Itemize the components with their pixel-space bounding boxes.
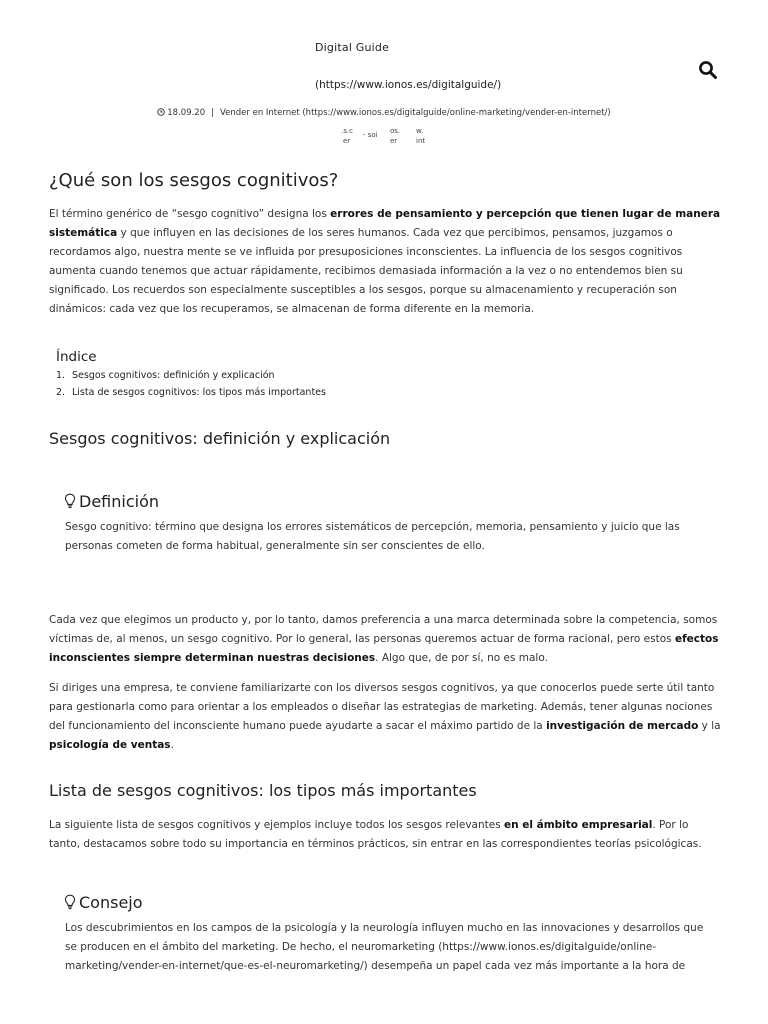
table-of-contents xyxy=(56,367,326,401)
cropped-fragment: w. int xyxy=(416,127,426,145)
page-title: ¿Qué son los sesgos cognitivos? xyxy=(49,170,339,191)
definition-text: Sesgo cognitivo: término que designa los errores sistemáticos de percepción, memoria, pensamiento y juicio que las personas cometen de forma habitual, generalmente sin ser conscientes de ello. xyxy=(65,521,680,552)
cropped-fragment: .s.c er xyxy=(341,127,353,145)
lightbulb-icon xyxy=(64,493,76,509)
toc-title: Índice xyxy=(56,349,97,365)
category-link[interactable]: Vender en Internet (https://www.ionos.es/digitalguide/online-marketing/vender-en-internet/) xyxy=(220,108,611,118)
intro-paragraph: El término genérico de “sesgo cognitivo” designa los errores de pensamiento y percepción que tienen lugar de manera sistemática y que influyen en las decisiones de los seres humanos. Cada vez que percibimos, pensamos, juzgamos o recordamos algo, nuestra mente se ve influida por presuposiciones inconscientes. La influencia de los sesgos cognitivos aumenta cuando tenemos que actuar rápidamente, recibimos demasiada información a la vez o no entendemos bien su significado. Los recuerdos son especialmente susceptibles a los sesgos, porque su almacenamiento y recuperación son dinámicos: cada vez que los recuperamos, se almacenan de forma diferente en la memoria. xyxy=(49,208,721,315)
tip-box-title: Consejo xyxy=(64,893,143,912)
definition-box-title: Definición xyxy=(64,492,159,511)
sales-psychology-link[interactable]: psicología de ventas xyxy=(49,739,171,751)
clock-icon xyxy=(157,108,165,116)
section-heading-definition: Sesgos cognitivos: definición y explicación xyxy=(49,429,391,448)
site-title[interactable]: Digital Guide xyxy=(315,41,390,54)
search-icon[interactable] xyxy=(698,60,718,80)
meta-separator: | xyxy=(211,108,214,118)
article-meta xyxy=(0,108,768,118)
cropped-fragment: os. er xyxy=(390,127,401,145)
toc-item[interactable]: 2. Lista de sesgos cognitivos: los tipos más importantes xyxy=(56,387,326,398)
lightbulb-icon xyxy=(64,894,76,910)
emphasis-link[interactable]: efectos inconscientes siempre determinan nuestras decisiones xyxy=(49,633,719,664)
paragraph: Cada vez que elegimos un producto y, por lo tanto, damos preferencia a una marca determinada sobre la competencia, somos víctimas de, al menos, un sesgo cognitivo. Por lo general, las personas queremos actuar de forma racional, pero estos efectos inconscientes siempre determinan nuestras decisiones. Algo que, de por sí, no es malo. xyxy=(49,614,719,664)
section-heading-list: Lista de sesgos cognitivos: los tipos más importantes xyxy=(49,781,477,800)
business-emphasis-link[interactable]: en el ámbito empresarial xyxy=(504,819,653,831)
paragraph: La siguiente lista de sesgos cognitivos y ejemplos incluye todos los sesgos relevantes en el ámbito empresarial. Por lo tanto, destacamos sobre todo su importancia en términos prácticos, sin entrar en las correspondientes teorías psicológicas. xyxy=(49,819,702,850)
cropped-fragment: - soi xyxy=(363,131,378,139)
toc-item[interactable]: 1. Sesgos cognitivos: definición y explicación xyxy=(56,370,275,381)
site-url[interactable]: (https://www.ionos.es/digitalguide/) xyxy=(315,79,502,91)
paragraph: Si diriges una empresa, te conviene familiarizarte con los diversos sesgos cognitivos, ya que conocerlos puede serte útil tanto para gestionarla como para orientar a los empleados o diseñar las estrategias de marketing. Además, tener algunas nociones del funcionamiento del inconsciente humano puede ayudarte a sacar el máximo partido de la investigación de mercado y la psicología de ventas. xyxy=(49,682,721,751)
tip-text: Los descubrimientos en los campos de la psicología y la neurología influyen mucho en las innovaciones y desarrollos que se producen en el ámbito del marketing. De hecho, el neuromarketing (https://www.ionos.es/digitalguide/online-marketing/vender-en-internet/que-es-el-neuromarketing/) desempeña un papel cada vez más importante a la hora de xyxy=(65,922,704,972)
market-research-link[interactable]: investigación de mercado xyxy=(546,720,699,732)
article-date: 18.09.20 xyxy=(167,108,206,118)
intro-emphasis: errores de pensamiento y percepción que tienen lugar de manera sistemática xyxy=(49,208,721,239)
